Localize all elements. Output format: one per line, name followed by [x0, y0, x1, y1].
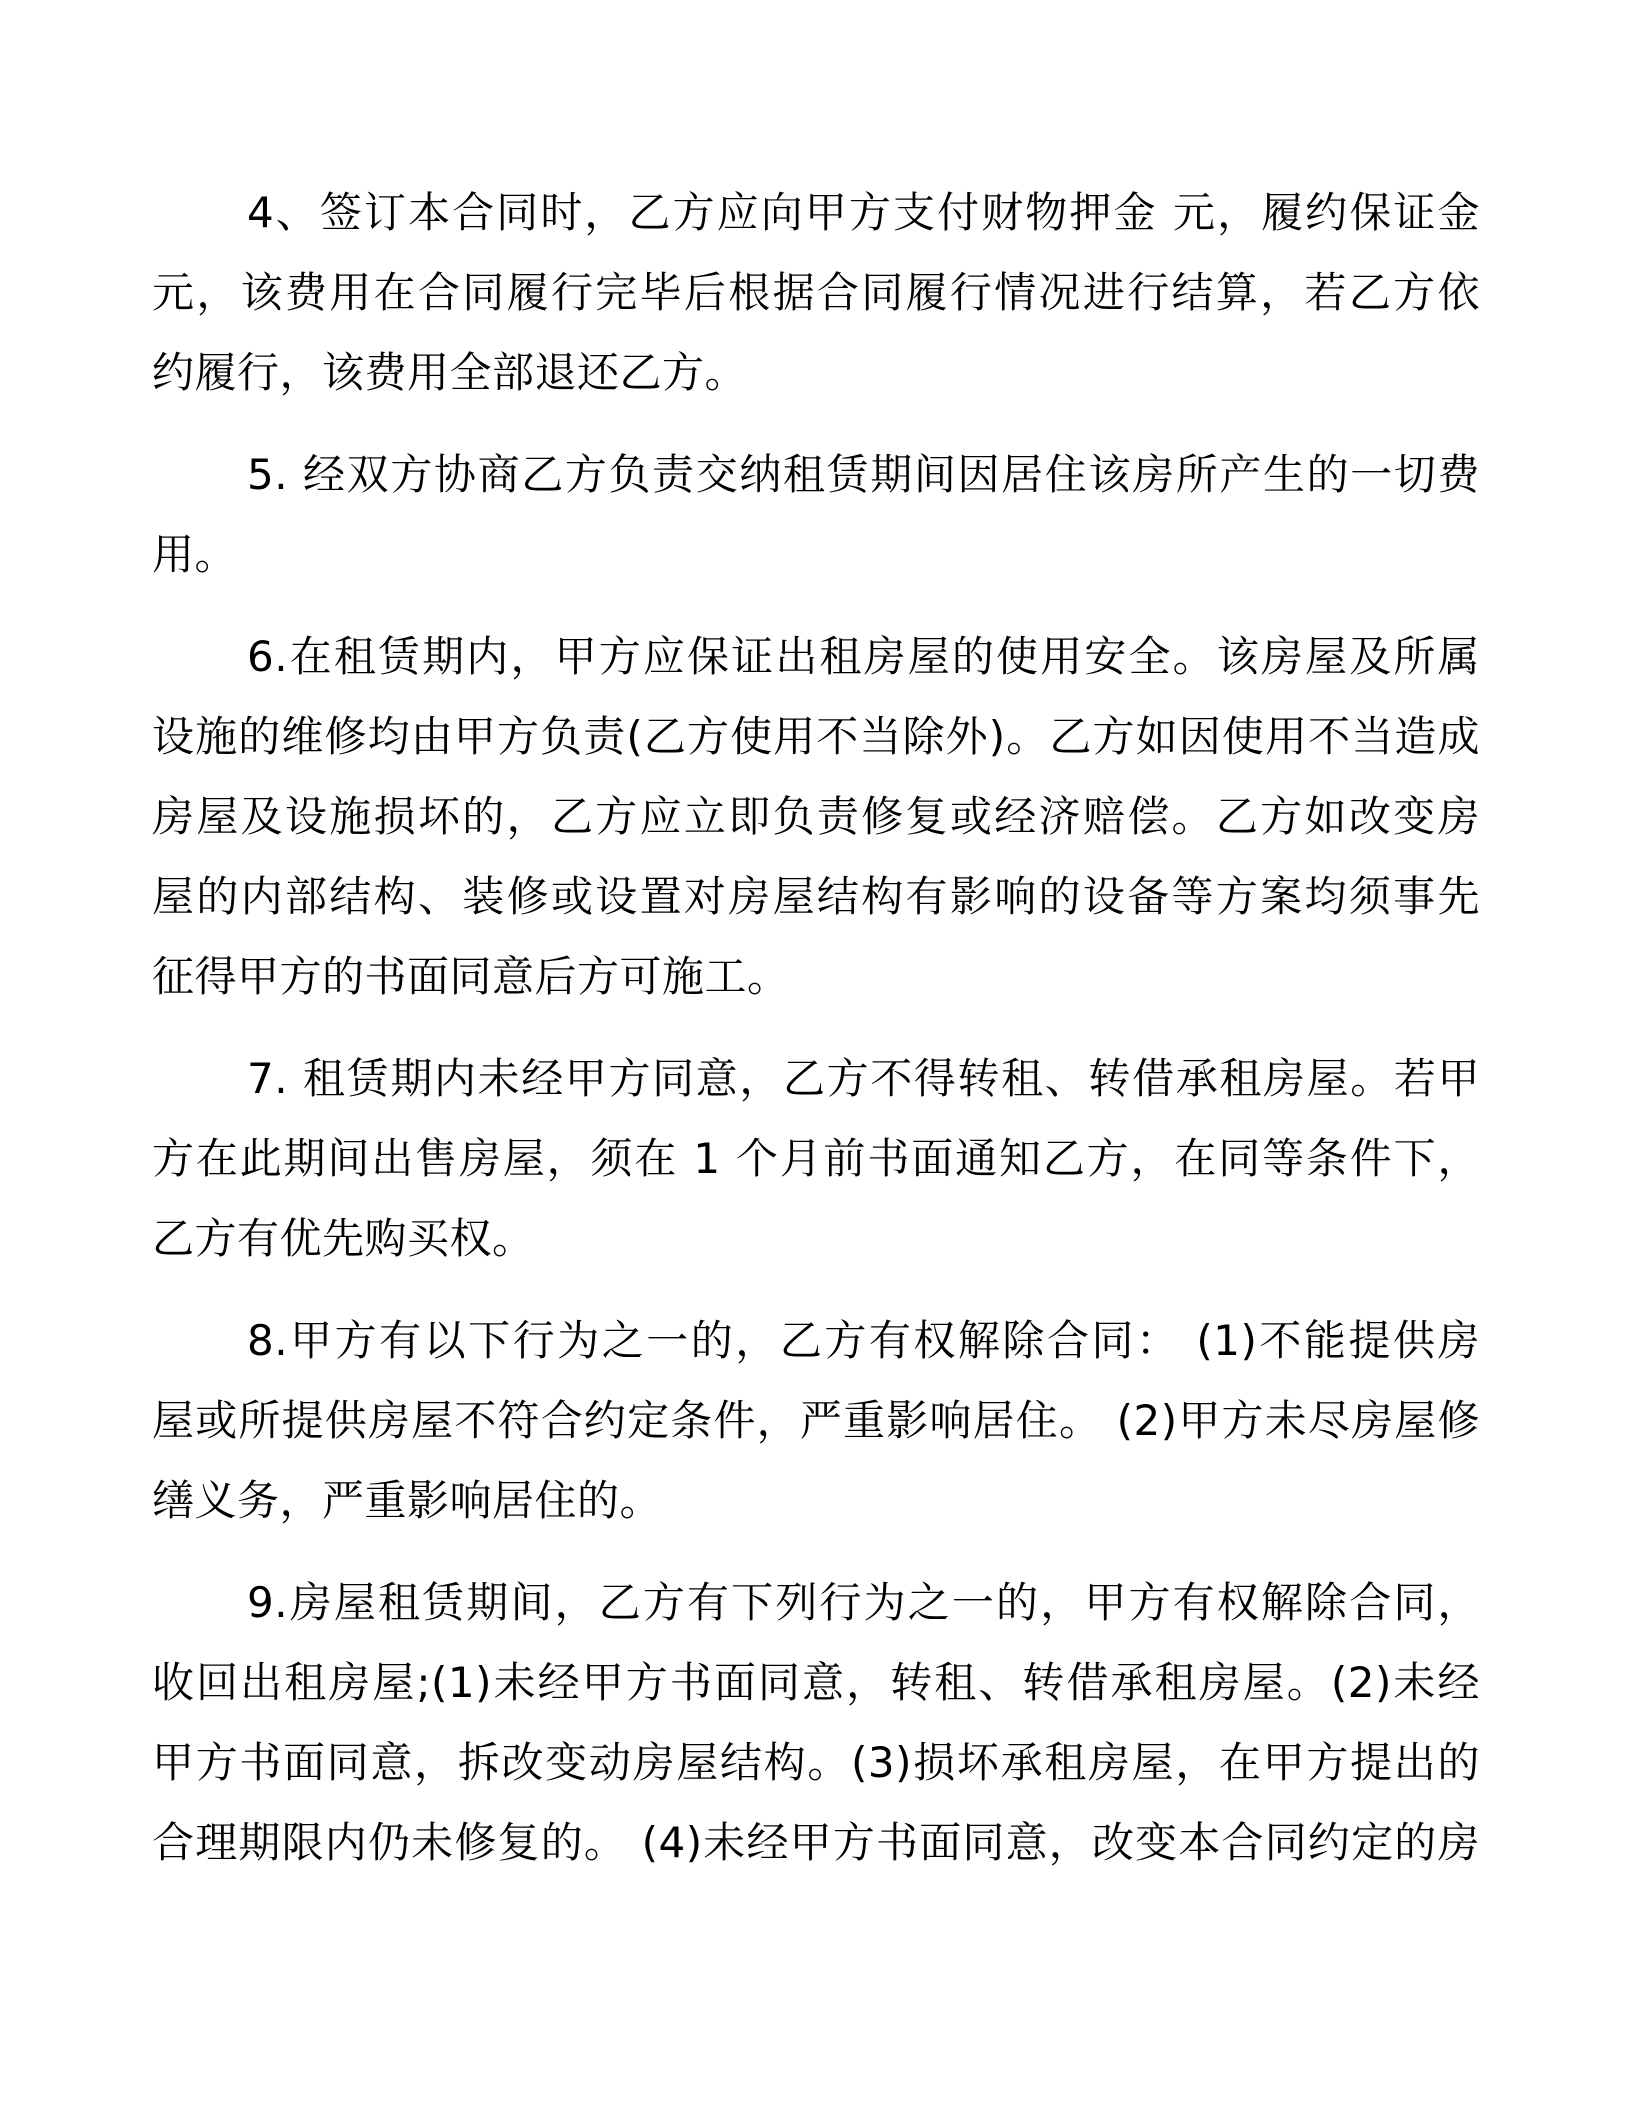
- text-line: 设施的维修均由甲方负责(乙方使用不当除外)。乙方如因使用不当造成: [152, 712, 1480, 761]
- contract-clause-5: [152, 435, 1480, 595]
- contract-clause-7: [152, 1039, 1480, 1279]
- text-line: 合理期限内仍未修复的。 (4)未经甲方书面同意，改变本合同约定的房: [152, 1818, 1480, 1867]
- text-line: 9.房屋租赁期间，乙方有下列行为之一的，甲方有权解除合同，: [247, 1578, 1480, 1627]
- text-line: 屋或所提供房屋不符合约定条件，严重影响居住。 (2)甲方未尽房屋修: [152, 1396, 1480, 1445]
- text-line: 5. 经双方协商乙方负责交纳租赁期间因居住该房所产生的一切费: [247, 450, 1480, 499]
- text-line: 8.甲方有以下行为之一的，乙方有权解除合同： (1)不能提供房: [247, 1316, 1480, 1365]
- text-line: 收回出租房屋;(1)未经甲方书面同意，转租、转借承租房屋。(2)未经: [152, 1658, 1480, 1707]
- text-line: 乙方有优先购买权。: [152, 1214, 535, 1263]
- text-line: 缮义务，严重影响居住的。: [152, 1476, 663, 1525]
- text-line: 甲方书面同意，拆改变动房屋结构。(3)损坏承租房屋，在甲方提出的: [152, 1738, 1480, 1787]
- text-line: 6.在租赁期内，甲方应保证出租房屋的使用安全。该房屋及所属: [247, 632, 1480, 681]
- text-line: 屋的内部结构、装修或设置对房屋结构有影响的设备等方案均须事先: [152, 872, 1480, 921]
- text-line: 元，该费用在合同履行完毕后根据合同履行情况进行结算，若乙方依: [152, 268, 1480, 317]
- contract-clause-6: [152, 617, 1480, 1017]
- text-line: 4、签订本合同时，乙方应向甲方支付财物押金 元，履约保证金: [247, 188, 1480, 237]
- contract-clause-4: [152, 173, 1480, 413]
- text-line: 用。: [152, 530, 238, 579]
- contract-clause-8: [152, 1301, 1480, 1541]
- text-line: 方在此期间出售房屋，须在 1 个月前书面通知乙方，在同等条件下，: [152, 1134, 1480, 1183]
- text-line: 7. 租赁期内未经甲方同意，乙方不得转租、转借承租房屋。若甲: [247, 1054, 1480, 1103]
- text-line: 征得甲方的书面同意后方可施工。: [152, 952, 790, 1001]
- text-line: 约履行，该费用全部退还乙方。: [152, 348, 748, 397]
- contract-clause-9: [152, 1563, 1480, 1883]
- text-line: 房屋及设施损坏的，乙方应立即负责修复或经济赔偿。乙方如改变房: [152, 792, 1480, 841]
